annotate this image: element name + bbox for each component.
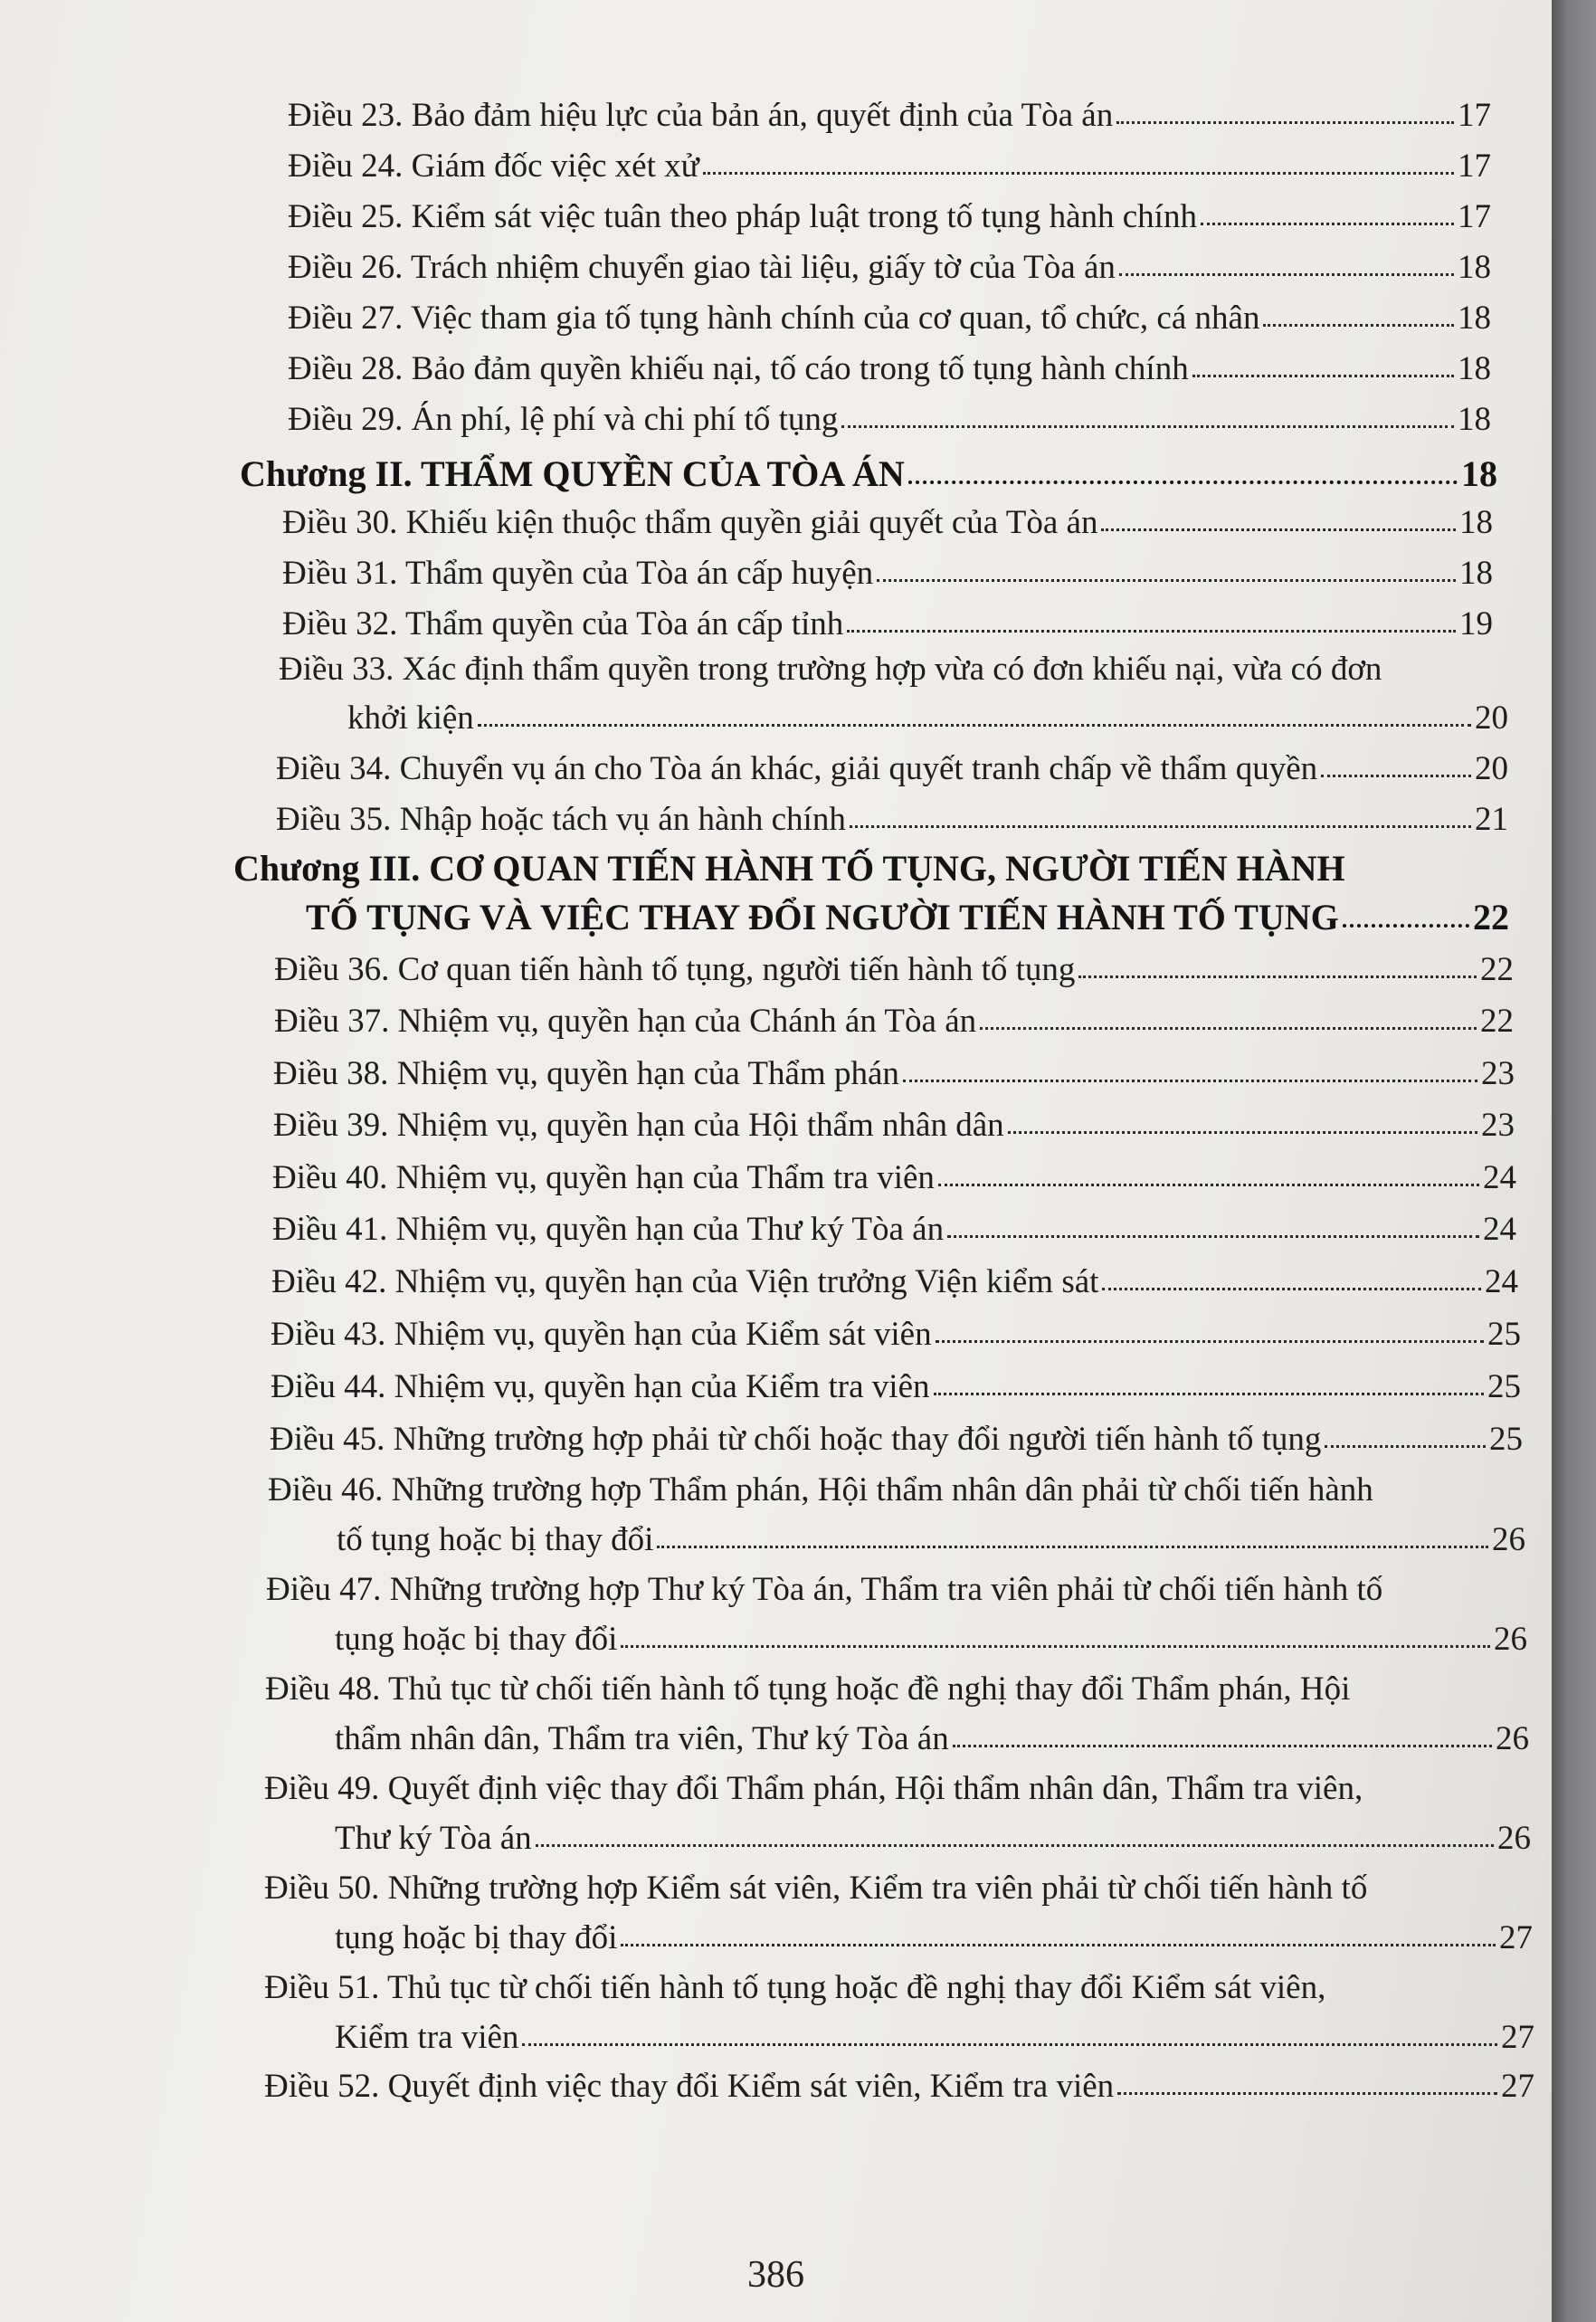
toc-entry — [335, 2018, 1534, 2057]
toc-entry-page: 27 — [1499, 1919, 1533, 1956]
toc-dot-leader — [1263, 323, 1454, 327]
toc-entry — [288, 96, 1491, 135]
toc-dot-leader — [847, 629, 1456, 633]
toc-entry-title: Điều 23. Bảo đảm hiệu lực của bản án, quyết định của Tòa án — [288, 97, 1114, 134]
book-binding-edge — [1552, 0, 1596, 2322]
toc-entry-page: 17 — [1458, 198, 1491, 235]
toc-entry-title: Điều 45. Những trường hợp phải từ chối hoặc thay đổi người tiến hành tố tụng — [270, 1421, 1322, 1458]
toc-entry-page: 26 — [1494, 1621, 1527, 1658]
toc-entry-continuation: Kiểm tra viên — [335, 2019, 519, 2056]
toc-entry-continuation: tố tụng hoặc bị thay đổi — [337, 1521, 654, 1558]
toc-entry — [335, 1620, 1527, 1659]
toc-entry — [347, 699, 1508, 738]
toc-entry-title: Điều 38. Nhiệm vụ, quyền hạn của Thẩm phán — [273, 1055, 899, 1092]
toc-entry-title: Điều 48. Thủ tục từ chối tiến hành tố tụng hoặc đề nghị thay đổi Thẩm phán, Hội — [265, 1670, 1351, 1708]
toc-entry — [288, 248, 1491, 287]
toc-entry — [288, 400, 1491, 439]
toc-entry — [282, 554, 1493, 593]
toc-dot-leader — [908, 480, 1458, 484]
toc-entry-title: Điều 37. Nhiệm vụ, quyền hạn của Chánh án Tòa án — [274, 1003, 977, 1040]
toc-dot-leader — [938, 1183, 1479, 1186]
toc-entry — [274, 950, 1514, 989]
toc-dot-leader — [1201, 222, 1454, 225]
toc-entry-title: Điều 50. Những trường hợp Kiểm sát viên, Kiểm tra viên phải từ chối tiến hành tố — [264, 1870, 1368, 1907]
toc-entry-title: Điều 42. Nhiệm vụ, quyền hạn của Viện trưởng Viện kiểm sát — [271, 1263, 1099, 1300]
toc-dot-leader — [657, 1545, 1488, 1548]
toc-entry — [288, 349, 1491, 388]
toc-entry-page: 22 — [1480, 951, 1514, 988]
toc-dot-leader — [1343, 923, 1469, 928]
toc-chapter-page: 18 — [1461, 453, 1497, 494]
toc-dot-leader — [703, 171, 1454, 175]
toc-chapter-page: 22 — [1473, 897, 1509, 937]
toc-entry-title: Điều 40. Nhiệm vụ, quyền hạn của Thẩm tra viên — [272, 1159, 935, 1196]
toc-entry-title: Điều 24. Giám đốc việc xét xử — [288, 148, 699, 185]
toc-entry-page: 22 — [1480, 1003, 1514, 1040]
toc-entry-page: 24 — [1485, 1263, 1518, 1300]
toc-entry-page: 18 — [1458, 401, 1491, 438]
toc-dot-leader — [1116, 120, 1454, 124]
toc-entry — [272, 1210, 1516, 1249]
toc-entry-page: 23 — [1481, 1107, 1515, 1144]
toc-entry — [282, 604, 1493, 643]
toc-entry-continuation: tụng hoặc bị thay đổi — [335, 1919, 618, 1956]
toc-entry-page: 25 — [1489, 1421, 1523, 1458]
toc-entry — [271, 1367, 1521, 1406]
toc-entry — [270, 1420, 1523, 1459]
toc-entry-title: Điều 26. Trách nhiệm chuyển giao tài liệu, giấy tờ của Tòa án — [288, 249, 1116, 286]
toc-entry — [288, 147, 1491, 186]
toc-dot-leader — [522, 2042, 1497, 2046]
toc-entry-page: 18 — [1459, 504, 1493, 541]
toc-dot-leader — [1117, 2091, 1497, 2095]
toc-entry — [288, 299, 1491, 338]
toc-entry-page: 27 — [1501, 2068, 1534, 2105]
toc-entry-title: Điều 31. Thẩm quyền của Tòa án cấp huyện — [282, 555, 874, 592]
toc-entry-continuation: tụng hoặc bị thay đổi — [335, 1621, 618, 1658]
toc-dot-leader — [621, 1644, 1490, 1648]
toc-entry-title: Điều 25. Kiểm sát việc tuân theo pháp luật trong tố tụng hành chính — [288, 198, 1197, 235]
toc-dot-leader — [953, 1744, 1492, 1747]
toc-entry — [282, 503, 1493, 542]
toc-entry-title: Điều 28. Bảo đảm quyền khiếu nại, tố cáo trong tố tụng hành chính — [288, 350, 1189, 387]
toc-entry-page: 18 — [1458, 249, 1491, 286]
toc-entry-title: Điều 52. Quyết định việc thay đổi Kiểm sát viên, Kiểm tra viên — [264, 2068, 1115, 2105]
toc-dot-leader — [850, 824, 1471, 828]
toc-entry — [335, 1719, 1529, 1758]
toc-entry-title: Điều 51. Thủ tục từ chối tiến hành tố tụng hoặc đề nghị thay đổi Kiểm sát viên, — [264, 1969, 1326, 2006]
toc-dot-leader — [478, 723, 1471, 727]
toc-entry-title: Điều 32. Thẩm quyền của Tòa án cấp tỉnh — [282, 605, 844, 642]
toc-entry-continuation: thẩm nhân dân, Thẩm tra viên, Thư ký Tòa án — [335, 1720, 949, 1757]
toc-entry-page: 27 — [1501, 2019, 1534, 2056]
toc-entry-title: Điều 39. Nhiệm vụ, quyền hạn của Hội thẩm nhân dân — [273, 1107, 1004, 1144]
toc-dot-leader — [934, 1392, 1485, 1395]
toc-entry-page: 19 — [1459, 605, 1493, 642]
toc-dot-leader — [1119, 272, 1454, 276]
toc-entry-page: 20 — [1475, 750, 1508, 787]
toc-entry-page: 18 — [1458, 300, 1491, 337]
toc-dot-leader — [1008, 1130, 1477, 1134]
toc-entry — [276, 800, 1508, 839]
page-number: 386 — [747, 2254, 804, 2296]
toc-entry — [264, 2067, 1534, 2106]
toc-entry-title: Điều 34. Chuyển vụ án cho Tòa án khác, giải quyết tranh chấp về thẩm quyền — [276, 750, 1318, 787]
toc-entry-title: Điều 46. Những trường hợp Thẩm phán, Hội thẩm nhân dân phải từ chối tiến hành — [268, 1471, 1373, 1508]
toc-dot-leader — [1078, 975, 1477, 978]
toc-entry — [288, 197, 1491, 236]
toc-entry-title: Điều 30. Khiếu kiện thuộc thẩm quyền giải quyết của Tòa án — [282, 504, 1098, 541]
toc-dot-leader — [1321, 774, 1471, 777]
toc-dot-leader — [536, 1843, 1494, 1847]
toc-entry-page: 26 — [1492, 1521, 1525, 1558]
toc-entry-page: 18 — [1459, 555, 1493, 592]
toc-entry-title: Điều 33. Xác định thẩm quyền trong trường hợp vừa có đơn khiếu nại, vừa có đơn — [279, 651, 1382, 688]
toc-dot-leader — [947, 1234, 1479, 1238]
toc-chapter-title: Chương III. CƠ QUAN TIẾN HÀNH TỐ TỤNG, NGƯỜI TIẾN HÀNH — [233, 848, 1345, 889]
toc-entry-page: 25 — [1487, 1316, 1521, 1353]
toc-entry — [274, 1002, 1514, 1041]
toc-entry-page: 23 — [1481, 1055, 1515, 1092]
toc-entry-page: 24 — [1483, 1159, 1516, 1196]
toc-entry-title: Điều 49. Quyết định việc thay đổi Thẩm phán, Hội thẩm nhân dân, Thẩm tra viên, — [264, 1770, 1363, 1807]
toc-entry — [272, 1158, 1516, 1197]
toc-dot-leader — [936, 1339, 1484, 1343]
toc-entry — [337, 1520, 1525, 1559]
toc-entry-page: 17 — [1458, 97, 1491, 134]
toc-chapter — [306, 896, 1509, 938]
toc-entry-continuation: Thư ký Tòa án — [335, 1820, 532, 1857]
toc-entry-page: 24 — [1483, 1211, 1516, 1248]
toc-entry-title: Điều 41. Nhiệm vụ, quyền hạn của Thư ký Tòa án — [272, 1211, 945, 1248]
toc-entry — [335, 1819, 1531, 1858]
toc-entry-title: Điều 36. Cơ quan tiến hành tố tụng, người tiến hành tố tụng — [274, 951, 1076, 988]
toc-entry-page: 26 — [1497, 1820, 1531, 1857]
toc-entry-title: Điều 27. Việc tham gia tố tụng hành chính của cơ quan, tổ chức, cá nhân — [288, 300, 1260, 337]
toc-entry-page: 26 — [1496, 1720, 1529, 1757]
toc-dot-leader — [980, 1026, 1477, 1030]
toc-entry — [271, 1315, 1521, 1354]
toc-dot-leader — [1101, 528, 1456, 531]
toc-entry-title: Điều 47. Những trường hợp Thư ký Tòa án, Thẩm tra viên phải từ chối tiến hành tố — [266, 1571, 1383, 1608]
toc-chapter-continuation: TỐ TỤNG VÀ VIỆC THAY ĐỔI NGƯỜI TIẾN HÀNH TỐ TỤNG — [306, 897, 1339, 937]
toc-entry — [273, 1054, 1515, 1093]
toc-dot-leader — [1102, 1287, 1481, 1290]
toc-dot-leader — [1192, 374, 1454, 377]
toc-entry-page: 18 — [1458, 350, 1491, 387]
toc-entry — [271, 1262, 1518, 1301]
toc-entry-title: Điều 35. Nhập hoặc tách vụ án hành chính — [276, 801, 846, 838]
toc-entry-title: Điều 44. Nhiệm vụ, quyền hạn của Kiểm tra viên — [271, 1368, 930, 1405]
toc-entry — [335, 1918, 1533, 1957]
toc-dot-leader — [903, 1079, 1477, 1082]
toc-entry — [276, 749, 1508, 788]
toc-entry-title: Điều 43. Nhiệm vụ, quyền hạn của Kiểm sát viên — [271, 1316, 932, 1353]
toc-entry-page: 21 — [1475, 801, 1508, 838]
toc-entry-page: 25 — [1487, 1368, 1521, 1405]
toc-entry-page: 17 — [1458, 148, 1491, 185]
toc-chapter — [240, 452, 1497, 495]
toc-entry — [273, 1106, 1515, 1145]
toc-entry-continuation: khởi kiện — [347, 699, 474, 737]
toc-entry-title: Điều 29. Án phí, lệ phí và chi phí tố tụng — [288, 401, 839, 438]
toc-dot-leader — [877, 578, 1456, 582]
toc-entry-page: 20 — [1475, 699, 1508, 737]
toc-dot-leader — [621, 1943, 1496, 1946]
toc-dot-leader — [841, 424, 1454, 428]
toc-chapter-title: Chương II. THẨM QUYỀN CỦA TÒA ÁN — [240, 453, 905, 494]
toc-dot-leader — [1325, 1444, 1486, 1448]
